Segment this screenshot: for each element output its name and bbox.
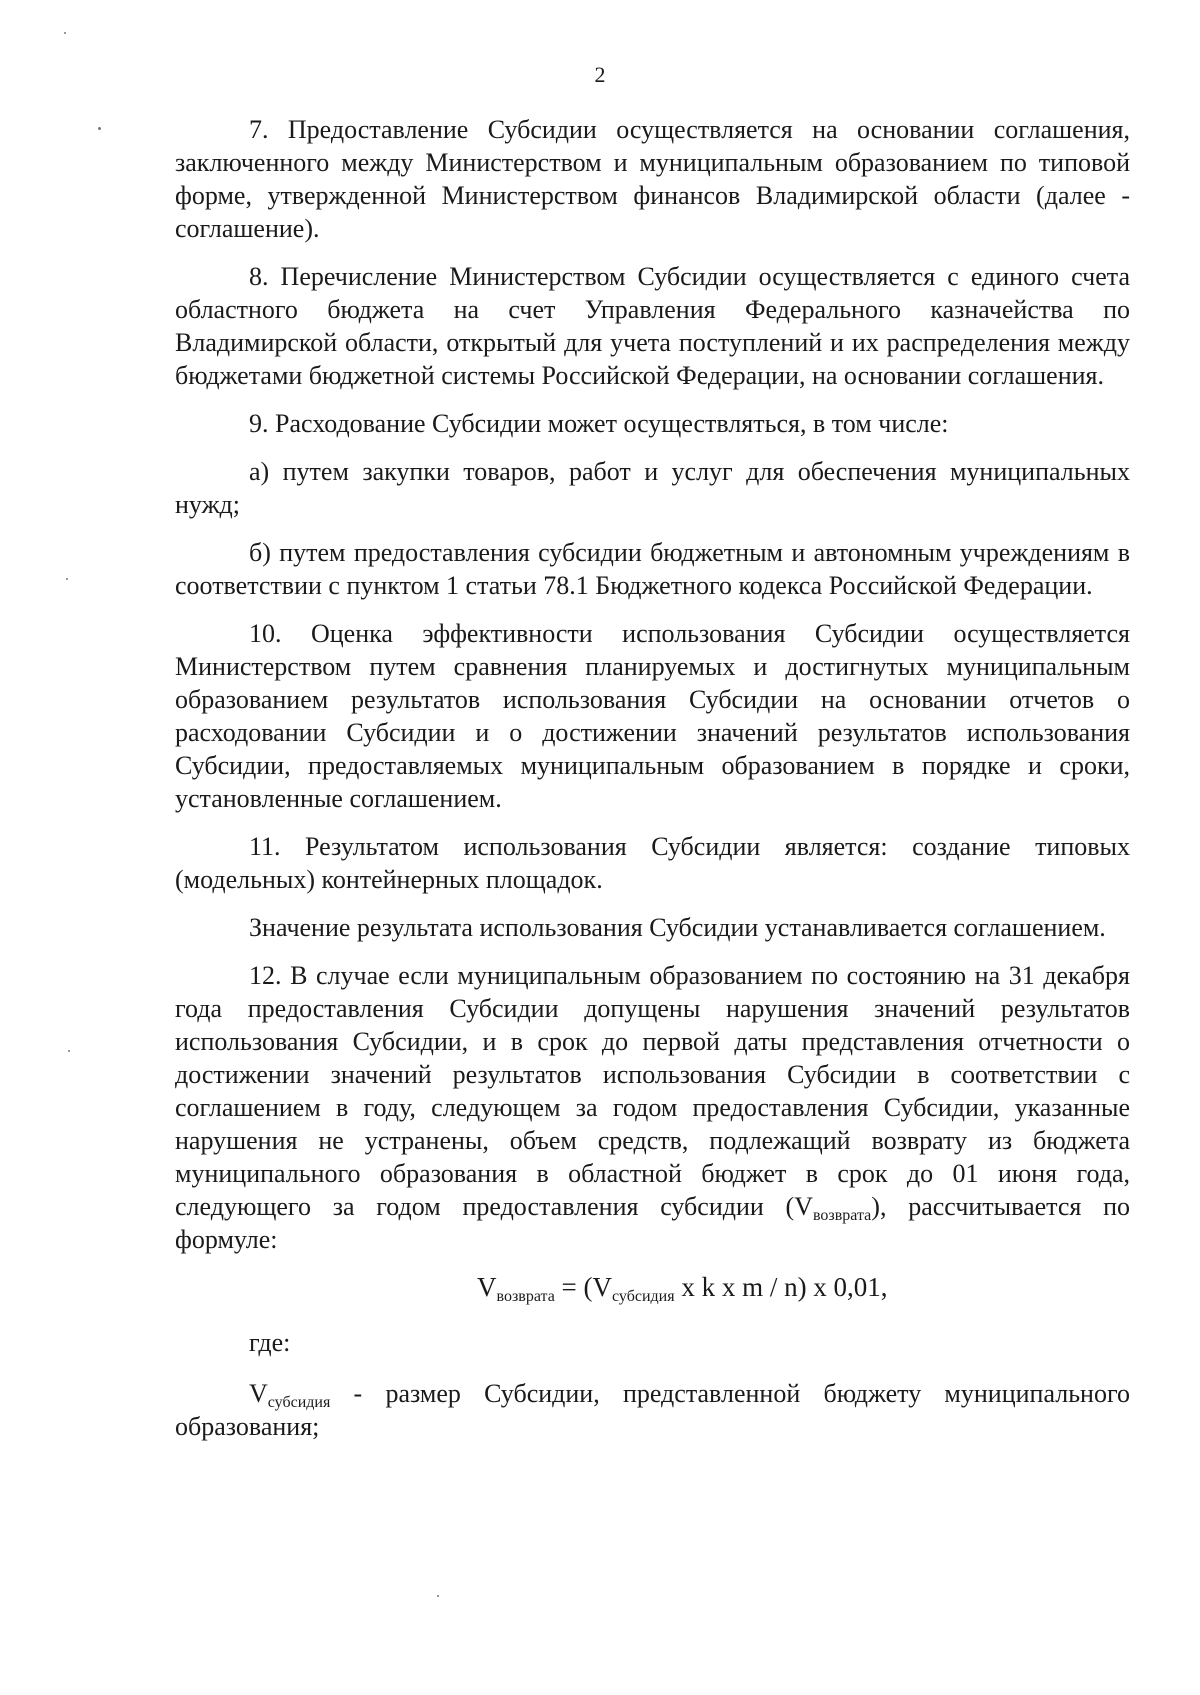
paragraph-12-v: V <box>794 1192 813 1221</box>
definition-text: - размер Субсидии, представленной бюджету муниципального образования; <box>175 1379 1130 1441</box>
formula-rhs-subscript: субсидия <box>612 1288 675 1305</box>
scan-speck <box>68 1050 70 1052</box>
paragraph-12-v-subscript: возврата <box>812 1207 872 1224</box>
paragraph-9a: а) путем закупки товаров, работ и услуг для обеспечения муниципальных нужд; <box>175 457 1130 519</box>
paragraph-12-close: ), <box>871 1192 887 1221</box>
definition-subscript: субсидия <box>267 1394 331 1411</box>
scan-speck <box>98 127 101 130</box>
document-body <box>175 113 1130 1458</box>
scan-speck <box>66 578 68 580</box>
where-label: где: <box>249 1328 291 1357</box>
formula-lhs-subscript: возврата <box>496 1288 555 1305</box>
paragraph-11: 11. Результатом использования Субсидии является: создание типовых (модельных) контейнерных площадок. <box>175 832 1130 894</box>
paragraph-12 <box>175 959 1130 1256</box>
formula-lhs-v: V <box>477 1272 497 1302</box>
paragraph-10: 10. Оценка эффективности использования Субсидии осуществляется Министерством путем сравнения планируемых и достигнутых муниципальным образованием результатов использования Субсидии на основании отчетов о расходовании Субсидии и о достижении значений результатов использования Субсидии, предоставляемых муниципальным образованием в порядке и сроки, установленные соглашением. <box>175 619 1130 813</box>
formula <box>175 1271 1130 1304</box>
scan-speck <box>64 32 66 34</box>
formula-rhs-rest: x k x m / n) x 0,01, <box>674 1272 888 1302</box>
definition-v-subsidy <box>175 1377 1130 1443</box>
scan-speck <box>437 1595 439 1597</box>
paragraph-9b: б) путем предоставления субсидии бюджетным и автономным учреждениям в соответствии с пунктом 1 статьи 78.1 Бюджетного кодекса Российской Федерации. <box>175 538 1130 600</box>
paragraph-12-text: 12. В случае если муниципальным образованием по состоянию на 31 декабря года предоставления Субсидии допущены нарушения значений результатов использования Субсидии, и в срок до первой даты представления отчетности о достижении значений результатов использования Субсидии в соответствии с соглашением в году, следующем за годом предоставления Субсидии, указанные нарушения не устранены, объем средств, подлежащий возврату из бюджета муниципального образования в областной бюджет в срок до 01 июня года, следующего за годом предоставления субсидии ( <box>175 961 1130 1221</box>
paragraph-12-tail: рассчитывается по формуле: <box>175 1192 1130 1254</box>
formula-eq-open: = (V <box>554 1272 613 1302</box>
definition-v: V <box>249 1379 268 1408</box>
paragraph-8: 8. Перечисление Министерством Субсидии осуществляется с единого счета областного бюджета на счет Управления Федерального казначейства по Владимирской области, открытый для учета поступлений и их распределения между бюджетами бюджетной системы Российской Федерации, на основании соглашения. <box>175 262 1130 390</box>
page-number: 2 <box>594 62 606 87</box>
paragraph-7: 7. Предоставление Субсидии осуществляется на основании соглашения, заключенного между Министерством и муниципальным образованием по типовой форме, утвержденной Министерством финансов Владимирской области (далее - соглашение). <box>175 115 1130 243</box>
paragraph-11-value: Значение результата использования Субсидии устанавливается соглашением. <box>249 913 1106 942</box>
paragraph-9: 9. Расходование Субсидии может осуществляться, в том числе: <box>249 409 949 438</box>
